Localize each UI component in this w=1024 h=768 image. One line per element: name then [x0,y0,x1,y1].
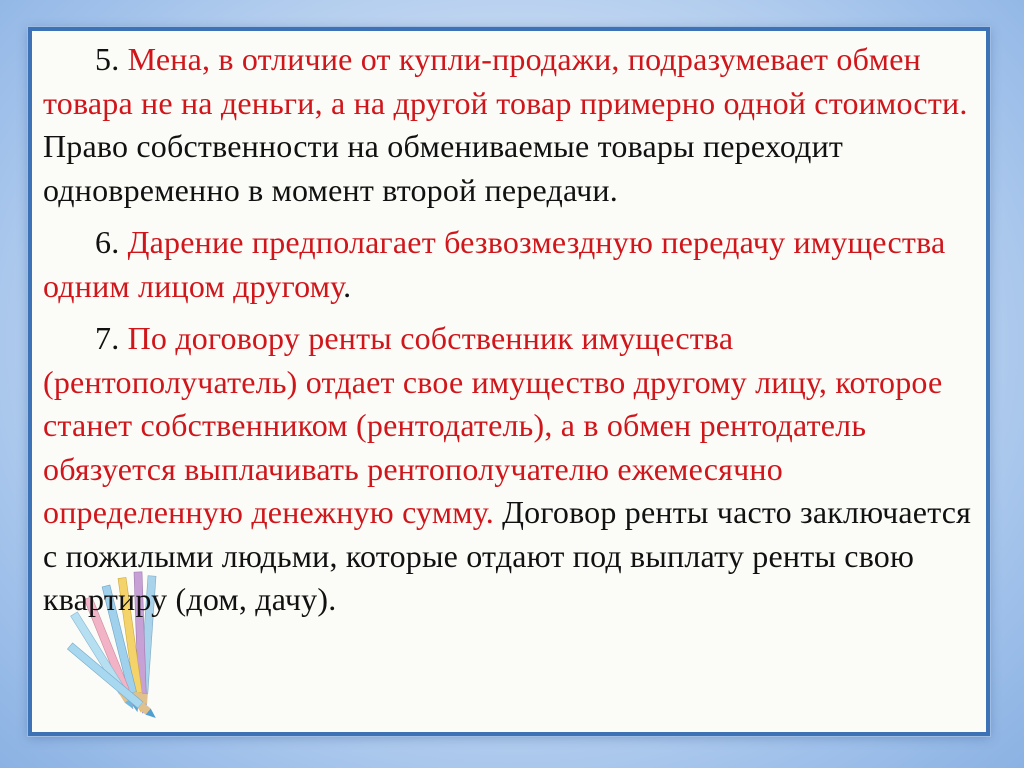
paragraph-body: Договор ренты часто заключается с пожилыми людьми, которые отдают под выплату ренты свою квартиру (дом, дачу). [43,494,972,617]
paragraph-highlight: По договору ренты собственник имущества (рентополучатель) отдает свое имущество другому лицу, которое станет собственником (рентодатель), а в обмен рентодатель обязуется выплачивать рентополучателю ежемесячно определенную денежную сумму. [43,320,943,530]
paragraph-5 [43,38,973,212]
paragraph-number: 7. [95,320,120,356]
paragraph-7 [43,317,973,622]
paragraph-tail: . [343,267,352,304]
paragraph-body: Право собственности на обмениваемые товары переходит одновременно в момент второй передачи. [43,128,844,208]
paragraph-highlight: Мена, в отличие от купли-продажи, подразумевает обмен товара не на деньги, а на другой товар примерно одной стоимости. [43,41,968,121]
paragraph-number: 5. [95,41,120,77]
slide-text [43,38,973,631]
paragraph-6 [43,221,973,308]
paragraph-highlight: Дарение предполагает безвозмездную передачу имущества одним лицом другому [43,224,946,304]
paragraph-number: 6. [95,224,120,260]
